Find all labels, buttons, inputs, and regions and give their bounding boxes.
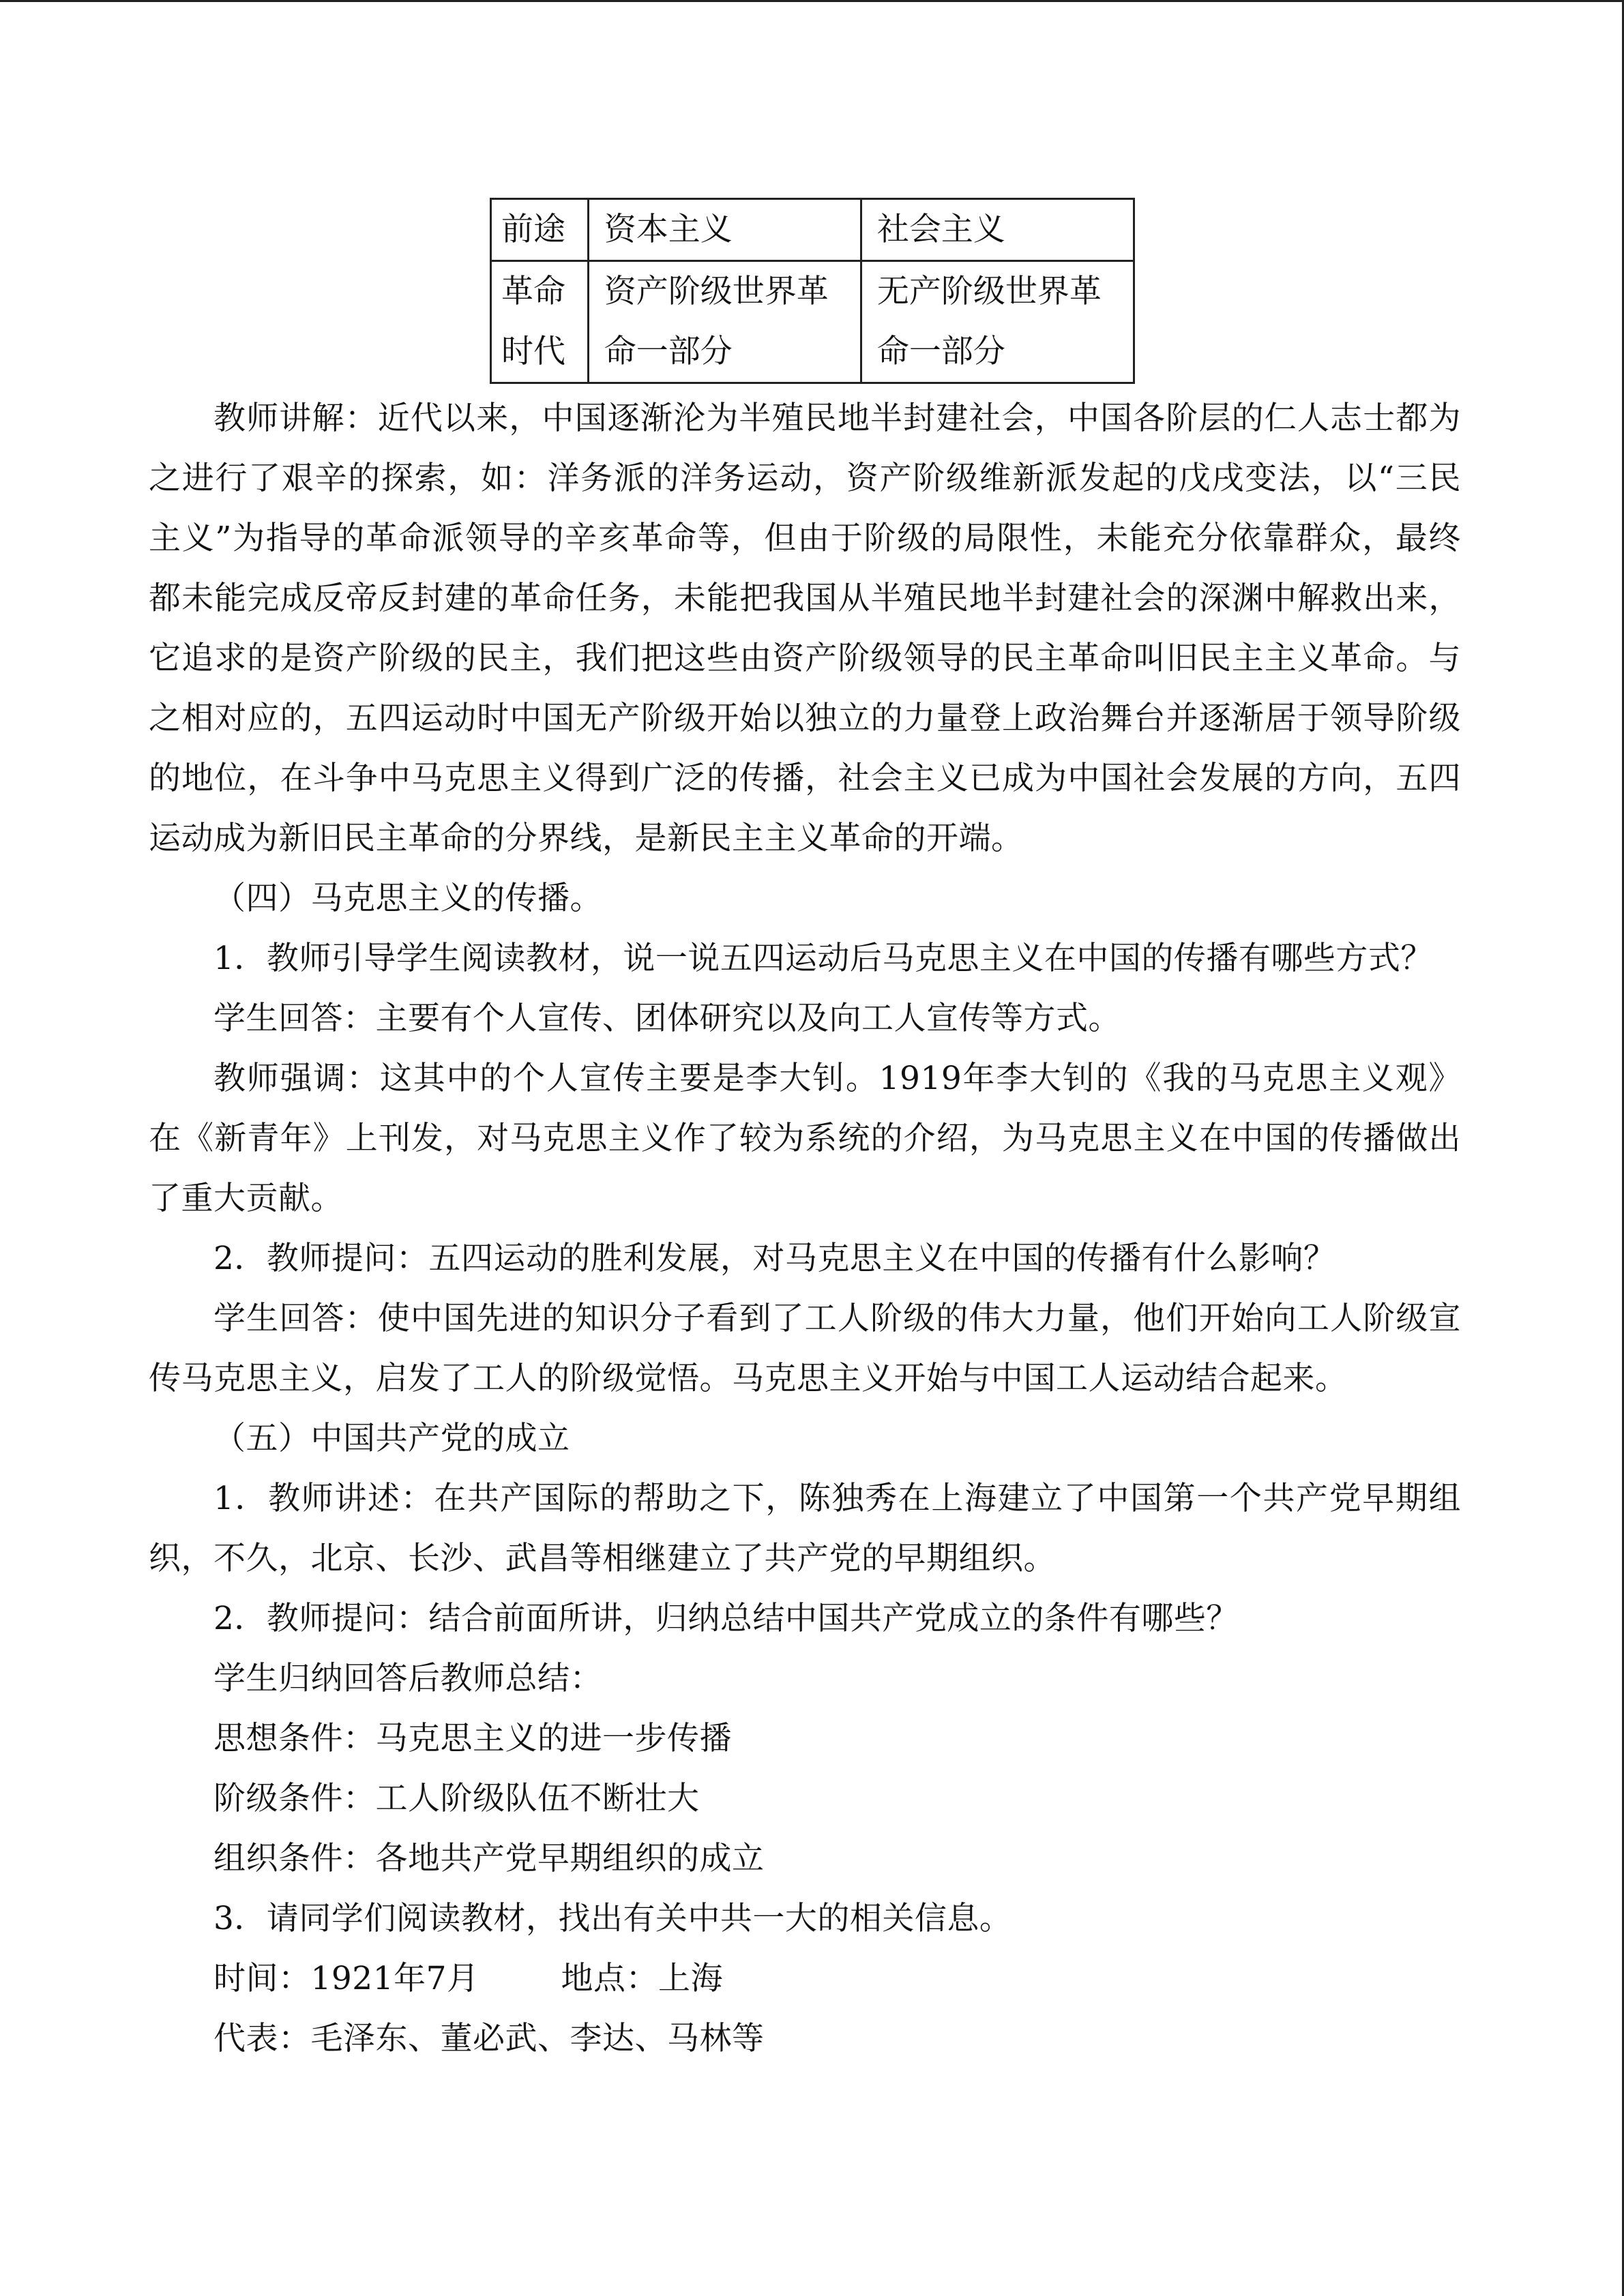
- table-cell: 社会主义: [861, 199, 1134, 261]
- table-cell: 资产阶级世界革命一部分: [588, 261, 861, 383]
- meeting-place: 地点：上海: [561, 1960, 724, 1997]
- question-1: 1．教师引导学生阅读教材，说一说五四运动后马克思主义在中国的传播有哪些方式？: [213, 940, 1433, 977]
- answer-2: 学生回答：使中国先进的知识分子看到了工人阶级的伟大力量，他们开始向工人阶级宣传马克思主义，启发了工人的阶级觉悟。马克思主义开始与中国工人运动结合起来。: [149, 1300, 1461, 1397]
- condition-class: 阶级条件：工人阶级队伍不断壮大: [213, 1780, 700, 1817]
- question-2: 2．教师提问：五四运动的胜利发展，对马克思主义在中国的传播有什么影响？: [213, 1240, 1336, 1277]
- time-place-line: [149, 1949, 1461, 2009]
- section-heading-5: （五）中国共产党的成立: [213, 1420, 570, 1457]
- table-cell: 前途: [491, 199, 589, 261]
- table-cell: 资本主义: [588, 199, 861, 261]
- emphasis-paragraph: 教师强调：这其中的个人宣传主要是李大钊。1919年李大钊的《我的马克思主义观》在《新青年》上刊发，对马克思主义作了较为系统的介绍，为马克思主义在中国的传播做出了重大贡献。: [149, 1060, 1461, 1217]
- section-heading-4: （四）马克思主义的传播。: [213, 880, 602, 917]
- narration-4: 3．请同学们阅读教材，找出有关中共一大的相关信息。: [213, 1900, 1012, 1937]
- representatives-line: 代表：毛泽东、董必武、李达、马林等: [213, 2020, 765, 2057]
- comparison-table: [490, 198, 1135, 384]
- narration-3: 学生归纳回答后教师总结：: [213, 1660, 602, 1697]
- narration-1: 1．教师讲述：在共产国际的帮助之下，陈独秀在上海建立了中国第一个共产党早期组织，不久，北京、长沙、武昌等相继建立了共产党的早期组织。: [149, 1480, 1461, 1577]
- condition-organization: 组织条件：各地共产党早期组织的成立: [213, 1840, 765, 1877]
- table-row: [491, 261, 1134, 383]
- table-cell: 无产阶级世界革命一部分: [861, 261, 1134, 383]
- table-cell: 革命时代: [491, 261, 589, 383]
- teacher-explanation-paragraph: 教师讲解：近代以来，中国逐渐沦为半殖民地半封建社会，中国各阶层的仁人志士都为之进行了艰辛的探索，如：洋务派的洋务运动，资产阶级维新派发起的戊戌变法，以“三民主义”为指导的革命派领导的辛亥革命等，但由于阶级的局限性，未能充分依靠群众，最终都未能完成反帝反封建的革命任务，未能把我国从半殖民地半封建社会的深渊中解救出来，它追求的是资产阶级的民主，我们把这些由资产阶级领导的民主革命叫旧民主主义革命。与之相对应的，五四运动时中国无产阶级开始以独立的力量登上政治舞台并逐渐居于领导阶级的地位，在斗争中马克思主义得到广泛的传播，社会主义已成为中国社会发展的方向，五四运动成为新旧民主革命的分界线，是新民主主义革命的开端。: [149, 400, 1461, 857]
- table-row: [491, 199, 1134, 261]
- answer-1: 学生回答：主要有个人宣传、团体研究以及向工人宣传等方式。: [213, 1000, 1121, 1037]
- lesson-body: [149, 389, 1461, 2069]
- narration-2: 2．教师提问：结合前面所讲，归纳总结中国共产党成立的条件有哪些？: [213, 1600, 1239, 1637]
- condition-ideology: 思想条件：马克思主义的进一步传播: [213, 1720, 732, 1757]
- meeting-time: 时间：1921年7月: [213, 1960, 479, 1997]
